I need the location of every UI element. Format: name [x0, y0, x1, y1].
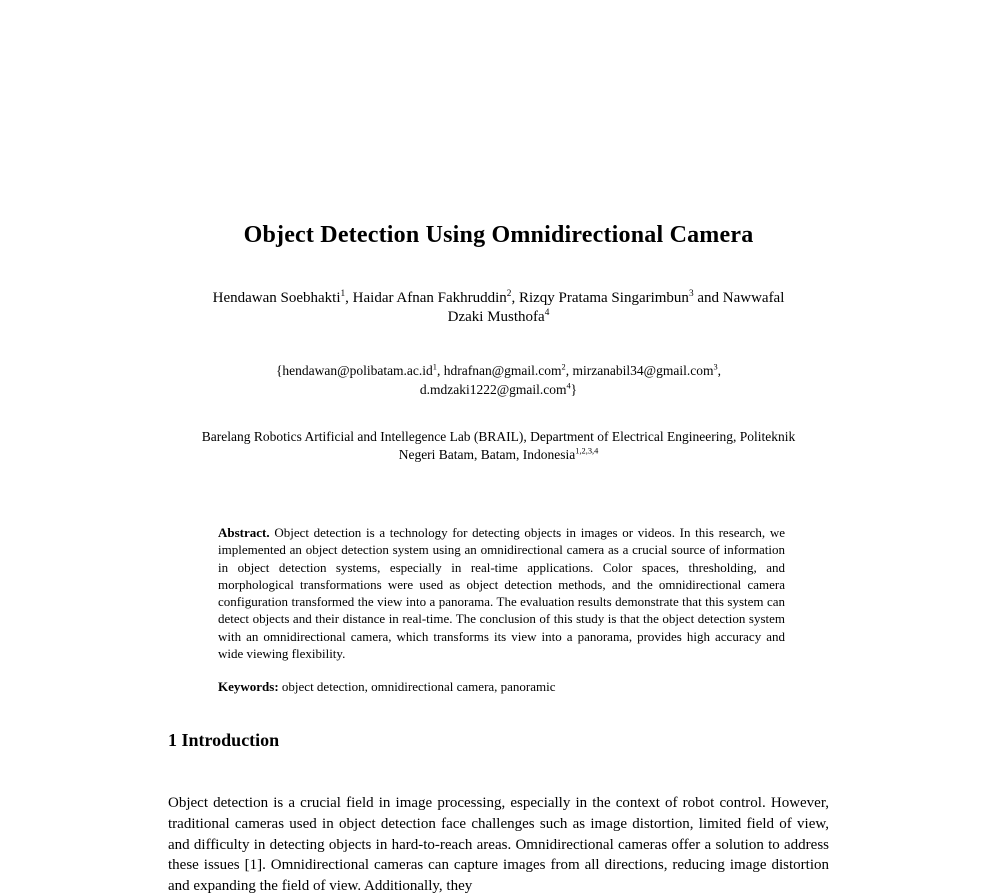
author-name: , Haidar Afnan Fakhruddin	[345, 290, 507, 306]
abstract	[218, 524, 785, 662]
email-address: , mirzanabil34@gmail.com	[565, 363, 714, 378]
abstract-label: Abstract.	[218, 525, 270, 540]
affiliation-line1: Barelang Robotics Artificial and Intellegence Lab (BRAIL), Department of Electrical Engineering, Politeknik	[201, 429, 796, 444]
email-superscript: 3	[713, 362, 718, 372]
author-name: , Rizqy Pratama Singarimbun	[511, 290, 689, 306]
section-heading-introduction: 1 Introduction	[168, 730, 280, 751]
author-name: Hendawan Soebhakti	[212, 290, 341, 306]
affiliation	[168, 428, 829, 464]
author-superscript: 2	[506, 289, 512, 299]
email-address: d.mdzaki1222@gmail.com	[419, 382, 567, 397]
email-superscript: 4	[566, 381, 571, 391]
author-name: and Nawwafal	[693, 290, 785, 306]
keywords-label: Keywords:	[218, 679, 279, 695]
author-superscript: 4	[544, 308, 550, 318]
email-line	[168, 361, 829, 399]
affiliation-line2: Negeri Batam, Batam, Indonesia	[398, 447, 576, 462]
email-brace: }	[570, 382, 578, 397]
paper-page	[168, 0, 829, 894]
email-separator: ,	[717, 363, 722, 378]
abstract-text: Object detection is a technology for detecting objects in images or videos. In this research, we implemented an object detection system using an omnidirectional camera as a crucial source of information in object detection systems, especially in real-time applications. Color spaces, thresholding, and morphological transformations were used as object detection methods, and the omnidirectional camera configuration transformed the view into a panorama. The evaluation results demonstrate that this system can detect objects and their distance in real-time. The conclusion of this study is that the object detection system with an omnidirectional camera, which transforms its view into a panorama, provides high accuracy and wide viewing flexibility.	[218, 525, 785, 662]
email-superscript: 1	[432, 362, 437, 372]
author-line	[168, 289, 829, 327]
author-name: Dzaki Musthofa	[447, 309, 545, 325]
affiliation-superscript: 1,2,3,4	[575, 446, 599, 456]
email-superscript: 2	[561, 362, 566, 372]
author-superscript: 3	[688, 289, 694, 299]
author-superscript: 1	[340, 289, 346, 299]
email-address: , hdrafnan@gmail.com	[436, 363, 562, 378]
keywords-text: object detection, omnidirectional camera, panoramic	[278, 679, 556, 695]
paper-title: Object Detection Using Omnidirectional Camera	[243, 222, 754, 248]
keywords	[218, 678, 785, 695]
email-address: {hendawan@polibatam.ac.id	[275, 363, 433, 378]
intro-paragraph: Object detection is a crucial field in image processing, especially in the context of robot control. However, traditional cameras used in object detection face challenges such as image distortion, limited field of view, and difficulty in detecting objects in hard-to-reach areas. Omnidirectional cameras offer a solution to address these issues [1]. Omnidirectional cameras can capture images from all directions, reducing image distortion and expanding the field of view. Additionally, they	[168, 795, 829, 894]
